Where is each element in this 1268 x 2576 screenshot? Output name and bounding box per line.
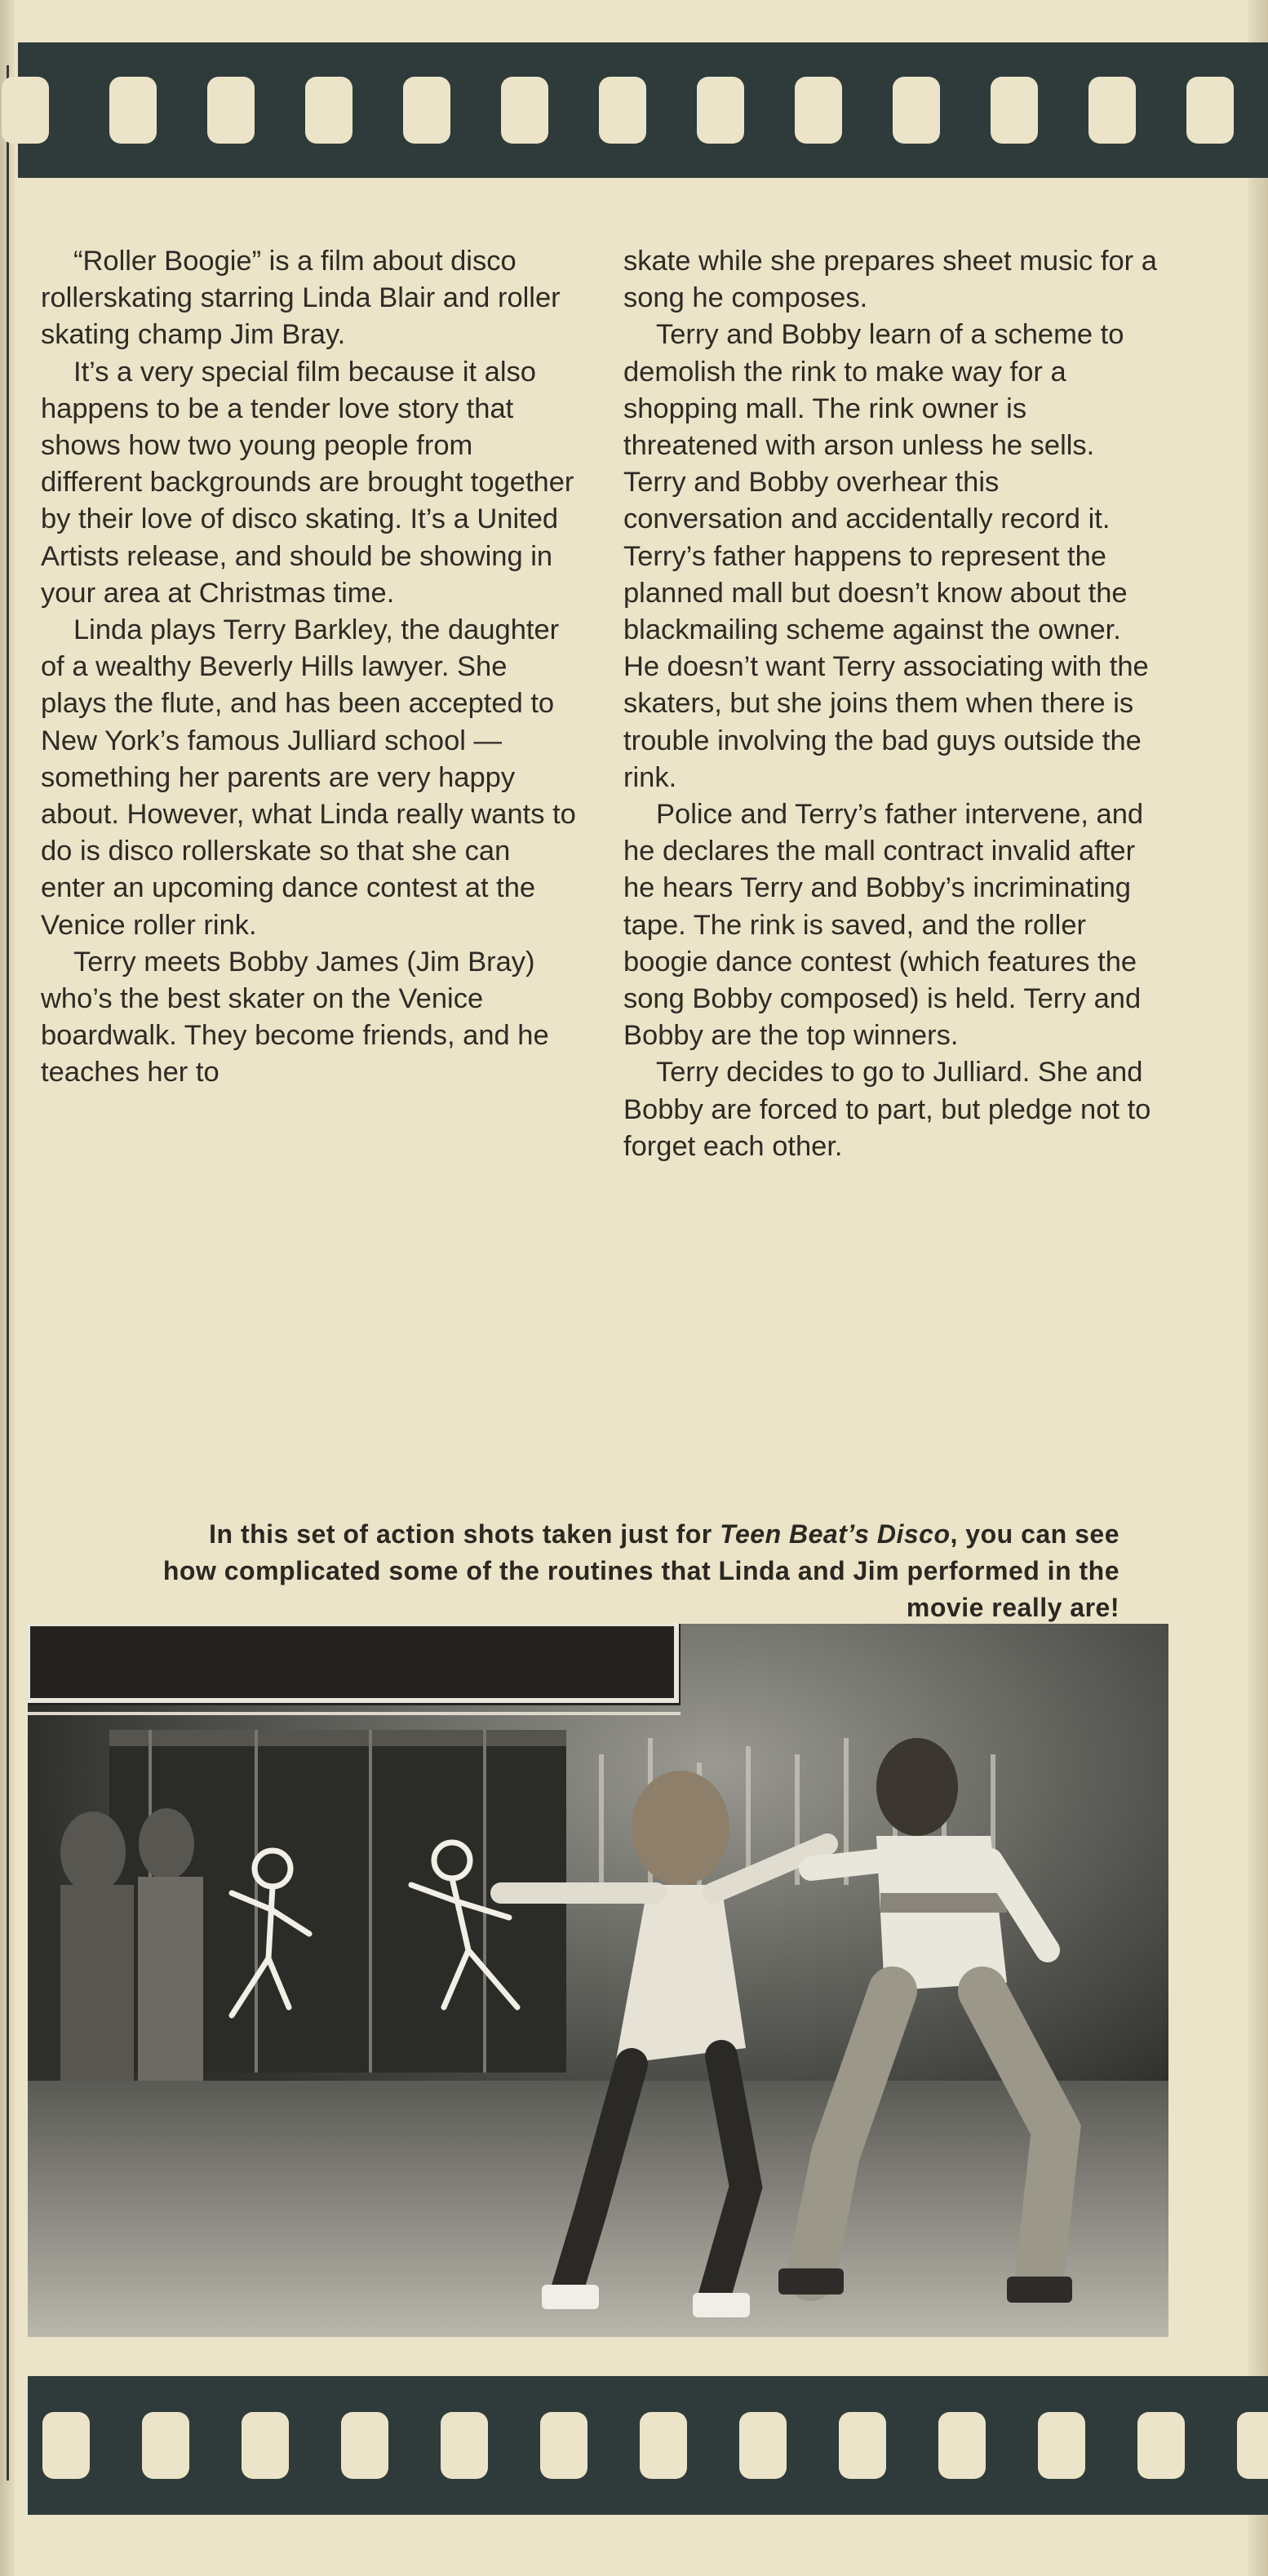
skating-photo bbox=[28, 1624, 1168, 2337]
paragraph-ending: Terry decides to go to Julliard. She and Bobby are forced to part, but pledge not to forget each other. bbox=[623, 1057, 1151, 1162]
paragraph-scheme: Terry and Bobby learn of a scheme to demolish the rink to make way for a shopping mall. The rink owner is threatened with arson unless he sells. Terry and Bobby overhear this conversation and accidentally record it. Terry’s father happens to represent the planned mall but doesn’t know about the blackmailing scheme against the owner. He doesn’t want Terry associating with the skaters, but she joins them when there is trouble involving the bad guys outside the rink. bbox=[623, 319, 1149, 793]
paragraph-intro: “Roller Boogie” is a film about disco rollerskating starring Linda Blair and roller skating champ Jim Bray. bbox=[41, 246, 561, 351]
sprocket-hole bbox=[441, 2412, 488, 2479]
sprocket-hole bbox=[540, 2412, 587, 2479]
paragraph-terry: Linda plays Terry Barkley, the daughter of a wealthy Beverly Hills lawyer. She plays the flute, and has been accepted to New York’s famous Julliard school — something her parents are very happy about. However, what Linda really wants to do is disco rollerskate so that she can enter an upcoming dance contest at the Venice roller rink. bbox=[41, 614, 576, 941]
sprocket-hole bbox=[739, 2412, 787, 2479]
sprocket-hole bbox=[2, 77, 49, 144]
sprocket-hole bbox=[242, 2412, 289, 2479]
sprocket-hole bbox=[207, 77, 255, 144]
paragraph-resolution: Police and Terry’s father intervene, and he declares the mall contract invalid after he hears Terry and Bobby’s incriminating tape. The rink is saved, and the roller boogie dance contest (which features the song Bobby composed) is held. Terry and Bobby are the top winners. bbox=[623, 799, 1144, 1052]
sprocket-hole bbox=[403, 77, 450, 144]
sprocket-hole bbox=[991, 77, 1038, 144]
sprocket-hole bbox=[640, 2412, 687, 2479]
film-strip-bottom bbox=[28, 2376, 1268, 2515]
sprocket-hole bbox=[109, 77, 157, 144]
sprocket-hole bbox=[1137, 2412, 1185, 2479]
sprocket-hole bbox=[305, 77, 352, 144]
caption-publication: Teen Beat’s Disco bbox=[720, 1519, 951, 1549]
paragraph-continued: skate while she prepares sheet music for a song he composes. bbox=[623, 246, 1157, 314]
sprocket-hole bbox=[839, 2412, 886, 2479]
sprocket-hole bbox=[501, 77, 548, 144]
sprocket-hole bbox=[1237, 2412, 1268, 2479]
sprocket-hole bbox=[341, 2412, 388, 2479]
caption-text-before: In this set of action shots taken just for bbox=[209, 1519, 720, 1549]
sprocket-hole bbox=[1088, 77, 1136, 144]
photo-illustration bbox=[28, 1624, 1168, 2337]
page-right-edge bbox=[1248, 0, 1268, 2576]
sprocket-hole bbox=[697, 77, 744, 144]
paragraph-love-story: It’s a very special film because it also happens to be a tender love story that shows how two young people from different backgrounds are brought together by their love of disco skating. It’s a United Artists release, and should be showing in your area at Christmas time. bbox=[41, 356, 574, 609]
left-margin-rule bbox=[7, 65, 9, 2481]
photo-caption bbox=[155, 1516, 1119, 1626]
sprocket-hole bbox=[938, 2412, 986, 2479]
paragraph-bobby: Terry meets Bobby James (Jim Bray) who’s the best skater on the Venice boardwalk. They become friends, and he teaches her to bbox=[41, 946, 549, 1088]
sprocket-hole bbox=[795, 77, 842, 144]
caption-text-after: , you can see how complicated some of the routines that Linda and Jim performed in the movie really are! bbox=[162, 1519, 1119, 1622]
sprocket-hole bbox=[599, 77, 646, 144]
article-column-right bbox=[623, 243, 1162, 1165]
sprocket-hole bbox=[1186, 77, 1234, 144]
sprocket-hole bbox=[142, 2412, 189, 2479]
film-strip-top bbox=[18, 42, 1268, 178]
sprocket-hole bbox=[42, 2412, 90, 2479]
sprocket-hole bbox=[1038, 2412, 1085, 2479]
article-column-left bbox=[41, 243, 579, 1092]
sprocket-hole bbox=[893, 77, 940, 144]
